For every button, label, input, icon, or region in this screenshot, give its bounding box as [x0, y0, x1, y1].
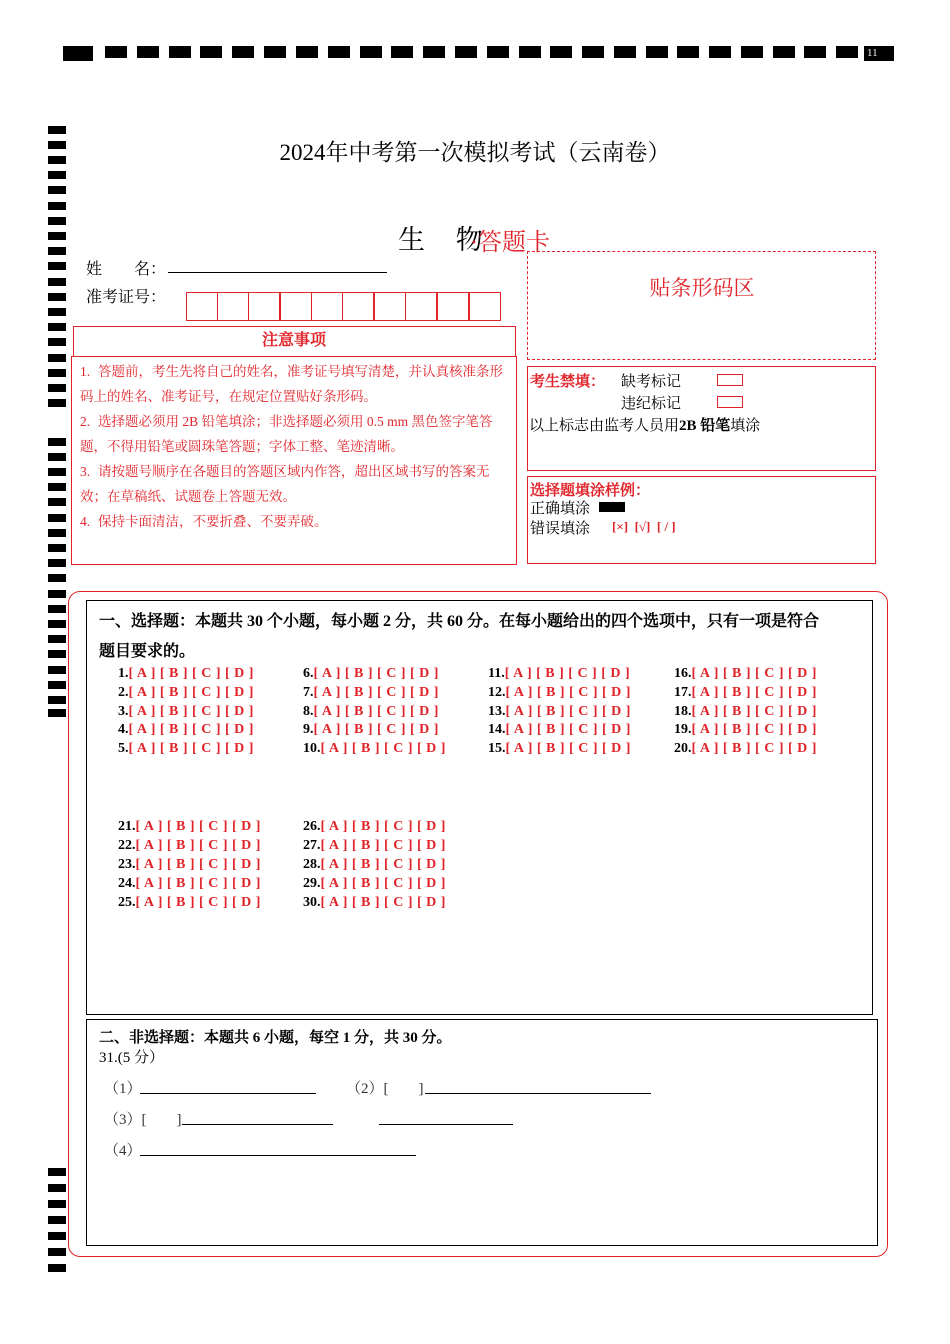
- blank-1[interactable]: [140, 1093, 316, 1094]
- fill-example-title: 选择题填涂样例：: [530, 483, 651, 499]
- blank-1-label: （1）: [104, 1081, 142, 1097]
- mc-question[interactable]: 25.[ A ] [ B ] [ C ] [ D ]: [118, 895, 261, 910]
- mc-question[interactable]: 11.[ A ] [ B ] [ C ] [ D ]: [488, 666, 631, 681]
- wrong-fill-samples: [×] [√] [ / ]: [612, 519, 676, 534]
- barcode-label: 贴条形码区: [649, 276, 755, 300]
- notices-title: 注意事项: [261, 332, 326, 349]
- section2-box: [86, 1019, 878, 1246]
- mc-question[interactable]: 30.[ A ] [ B ] [ C ] [ D ]: [303, 895, 446, 910]
- mc-question[interactable]: 10.[ A ] [ B ] [ C ] [ D ]: [303, 741, 446, 756]
- notice-item: 2. 选择题必须用 2B 铅笔填涂；非选择题必须用 0.5 mm 黑色签字笔答题，不得用铅笔或圆珠笔答题；字体工整、笔迹清晰。: [80, 414, 493, 454]
- mc-question[interactable]: 17.[ A ] [ B ] [ C ] [ D ]: [674, 685, 817, 700]
- mc-question[interactable]: 12.[ A ] [ B ] [ C ] [ D ]: [488, 685, 631, 700]
- mc-question[interactable]: 4.[ A ] [ B ] [ C ] [ D ]: [118, 722, 254, 737]
- mc-question[interactable]: 6.[ A ] [ B ] [ C ] [ D ]: [303, 666, 439, 681]
- correct-fill-label: 正确填涂: [530, 501, 591, 517]
- mc-question[interactable]: 7.[ A ] [ B ] [ C ] [ D ]: [303, 685, 439, 700]
- page-number: 11: [867, 47, 878, 59]
- correct-fill-sample: [599, 502, 625, 512]
- violation-mark-label: 违纪标记: [621, 396, 682, 412]
- wrong-fill-label: 错误填涂: [530, 521, 591, 537]
- mc-question[interactable]: 26.[ A ] [ B ] [ C ] [ D ]: [303, 819, 446, 834]
- id-label: 准考证号：: [86, 289, 167, 306]
- absent-mark-label: 缺考标记: [621, 374, 682, 390]
- blank-3b[interactable]: [379, 1124, 513, 1125]
- mc-question[interactable]: 29.[ A ] [ B ] [ C ] [ D ]: [303, 876, 446, 891]
- mc-question[interactable]: 9.[ A ] [ B ] [ C ] [ D ]: [303, 722, 439, 737]
- blank-4[interactable]: [140, 1155, 416, 1156]
- blank-2[interactable]: [425, 1093, 651, 1094]
- name-label: 姓 名：: [86, 261, 167, 278]
- mc-question[interactable]: 22.[ A ] [ B ] [ C ] [ D ]: [118, 838, 261, 853]
- section1-title-cont: 题目要求的。: [99, 643, 196, 660]
- mc-question[interactable]: 2.[ A ] [ B ] [ C ] [ D ]: [118, 685, 254, 700]
- mc-question[interactable]: 23.[ A ] [ B ] [ C ] [ D ]: [118, 857, 261, 872]
- mc-question[interactable]: 15.[ A ] [ B ] [ C ] [ D ]: [488, 741, 631, 756]
- notice-item: 4. 保持卡面清洁，不要折叠、不要弄破。: [80, 514, 328, 529]
- question-31-label: 31.(5 分）: [99, 1050, 164, 1066]
- mc-question[interactable]: 13.[ A ] [ B ] [ C ] [ D ]: [488, 704, 631, 719]
- section1-title: 一、选择题：本题共 30 个小题，每小题 2 分，共 60 分。在每小题给出的四个选项中，只有一项是符合: [99, 613, 820, 630]
- section2-title: 二、非选择题：本题共 6 小题，每空 1 分，共 30 分。: [99, 1030, 452, 1046]
- mc-question[interactable]: 18.[ A ] [ B ] [ C ] [ D ]: [674, 704, 817, 719]
- mc-question[interactable]: 28.[ A ] [ B ] [ C ] [ D ]: [303, 857, 446, 872]
- mc-question[interactable]: 8.[ A ] [ B ] [ C ] [ D ]: [303, 704, 439, 719]
- section1-box: [86, 600, 873, 1015]
- barcode-area[interactable]: [527, 251, 876, 360]
- violation-mark-box[interactable]: [717, 396, 743, 408]
- mc-question[interactable]: 21.[ A ] [ B ] [ C ] [ D ]: [118, 819, 261, 834]
- notice-item: 3. 请按题号顺序在各题目的答题区域内作答，超出区域书写的答案无效；在草稿纸、试题卷上答题无效。: [80, 464, 490, 504]
- blank-4-label: （4）: [104, 1143, 142, 1159]
- mc-question[interactable]: 3.[ A ] [ B ] [ C ] [ D ]: [118, 704, 254, 719]
- answer-sheet-label: ·答题卡: [470, 230, 550, 256]
- mc-question[interactable]: 19.[ A ] [ B ] [ C ] [ D ]: [674, 722, 817, 737]
- blank-2-label: （2）[ ]: [346, 1081, 424, 1097]
- mc-question[interactable]: 14.[ A ] [ B ] [ C ] [ D ]: [488, 722, 631, 737]
- absent-mark-box[interactable]: [717, 374, 743, 386]
- mc-question[interactable]: 16.[ A ] [ B ] [ C ] [ D ]: [674, 666, 817, 681]
- notice-item: 1. 答题前，考生先将自己的姓名，准考证号填写清楚，并认真核准条形码上的姓名、准考证号，在规定位置贴好条形码。: [80, 364, 503, 404]
- name-field[interactable]: [168, 272, 387, 273]
- mc-question[interactable]: 24.[ A ] [ B ] [ C ] [ D ]: [118, 876, 261, 891]
- mc-question[interactable]: 5.[ A ] [ B ] [ C ] [ D ]: [118, 741, 254, 756]
- exam-title: 2024年中考第一次模拟考试（云南卷）: [279, 140, 671, 165]
- examiner-only-label: 考生禁填：: [530, 374, 606, 390]
- mc-question[interactable]: 20.[ A ] [ B ] [ C ] [ D ]: [674, 741, 817, 756]
- blank-3a[interactable]: [182, 1124, 333, 1125]
- examiner-note: 以上标志由监考人员用2B 铅笔填涂: [529, 418, 761, 434]
- mc-question[interactable]: 27.[ A ] [ B ] [ C ] [ D ]: [303, 838, 446, 853]
- subject-name: 生 物: [398, 225, 495, 255]
- blank-3-label: （3）[ ]: [104, 1112, 182, 1128]
- mc-question[interactable]: 1.[ A ] [ B ] [ C ] [ D ]: [118, 666, 254, 681]
